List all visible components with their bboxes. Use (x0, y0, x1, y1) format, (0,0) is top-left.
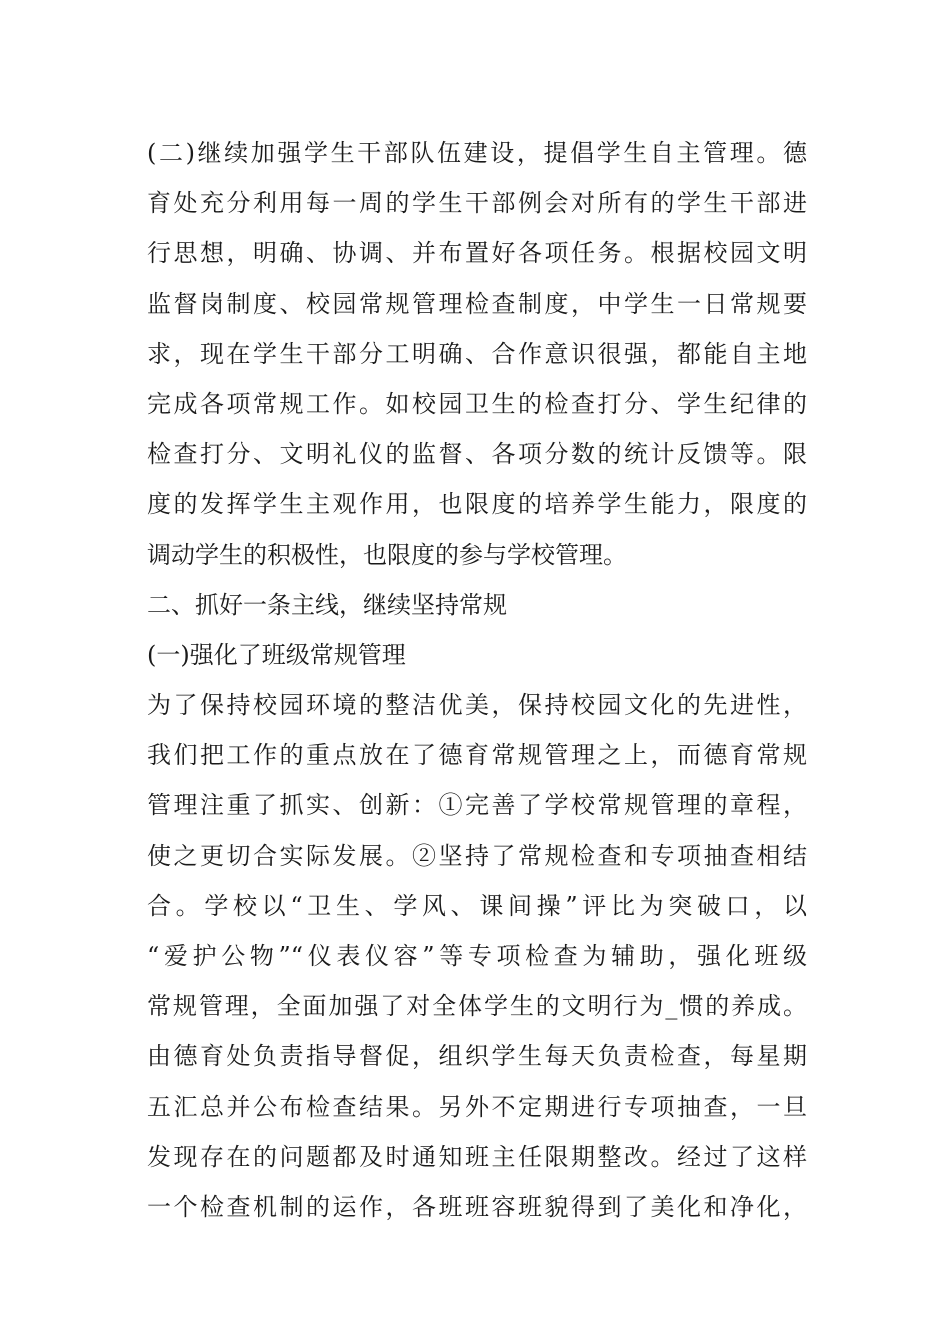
text-line: 调动学生的积极性，也限度的参与学校管理。 (147, 540, 627, 569)
text-line: 由德育处负责指导督促，组织学生每天负责检查，每星期 (147, 1042, 807, 1071)
text-line: 我们把工作的重点放在了德育常规管理之上，而德育常规 (147, 741, 807, 770)
text-line: 检查打分、文明礼仪的监督、各项分数的统计反馈等。限 (147, 440, 807, 469)
body-text (147, 128, 807, 1232)
section-heading: 二、抓好一条主线，继续坚持常规 (147, 590, 507, 619)
text-line: (二)继续加强学生干部队伍建设，提倡学生自主管理。德 (147, 139, 807, 167)
text-line: 行思想，明确、协调、并布置好各项任务。根据校园文明 (147, 239, 807, 268)
text-line: 育处充分利用每一周的学生干部例会对所有的学生干部进 (147, 189, 807, 218)
subsection-heading: (一)强化了班级常规管理 (147, 640, 406, 669)
text-line: 使之更切合实际发展。②坚持了常规检查和专项抽查相结 (147, 841, 807, 870)
text-line: 发现存在的问题都及时通知班主任限期整改。经过了这样 (147, 1142, 807, 1171)
text-line: 管理注重了抓实、创新：①完善了学校常规管理的章程， (147, 791, 807, 820)
text-line: 合。学校以“卫生、学风、课间操”评比为突破口，以 (147, 891, 807, 920)
text-line: 度的发挥学生主观作用，也限度的培养学生能力，限度的 (147, 490, 807, 519)
text-line: 一个检查机制的运作，各班班容班貌得到了美化和净化， (147, 1192, 807, 1221)
text-line: 监督岗制度、校园常规管理检查制度，中学生一日常规要 (147, 289, 807, 318)
text-line: 常规管理，全面加强了对全体学生的文明行为_惯的养成。 (147, 992, 807, 1021)
text-line: 求，现在学生干部分工明确、合作意识很强，都能自主地 (147, 339, 807, 368)
text-line: 为了保持校园环境的整洁优美，保持校园文化的先进性， (147, 691, 807, 720)
text-line: 五汇总并公布检查结果。另外不定期进行专项抽查，一旦 (147, 1092, 807, 1121)
text-line: 完成各项常规工作。如校园卫生的检查打分、学生纪律的 (147, 389, 807, 418)
text-line: “爱护公物”“仪表仪容”等专项检查为辅助，强化班级 (147, 942, 807, 970)
